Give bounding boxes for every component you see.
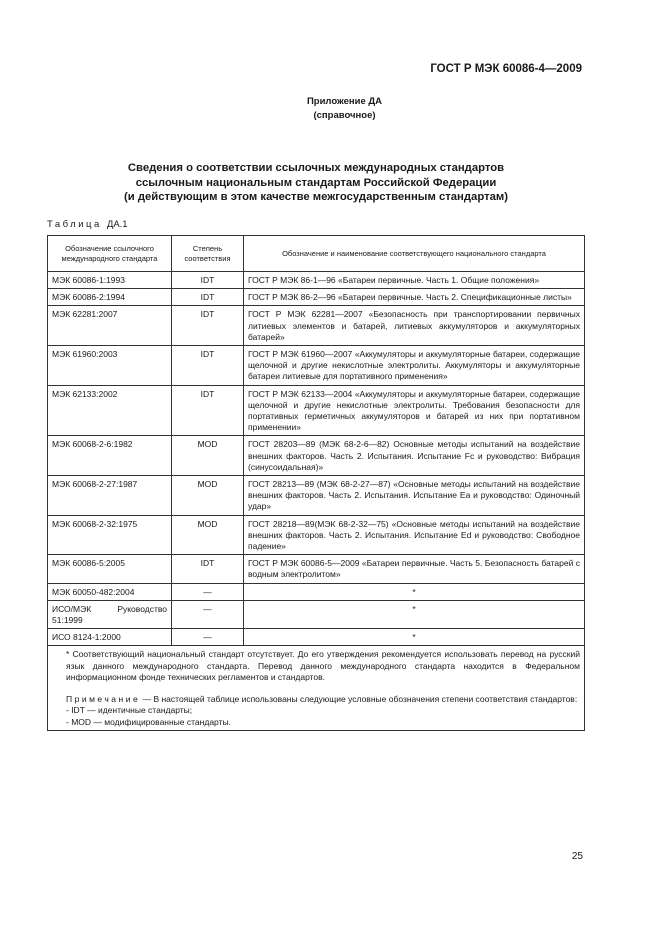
national-standard-cell: ГОСТ Р МЭК 86-2—96 «Батареи первичные. Часть 2. Спецификационные листы»	[244, 289, 585, 306]
intl-standard-cell: ИСО 8124-1:2000	[48, 629, 172, 646]
degree-cell: IDT	[172, 289, 244, 306]
national-standard-cell: *	[244, 600, 585, 628]
note	[52, 694, 580, 706]
document-number: ГОСТ Р МЭК 60086-4—2009	[430, 63, 582, 75]
note-label: Примечание	[66, 693, 141, 704]
section-title	[96, 161, 536, 205]
national-standard-cell: *	[244, 583, 585, 600]
table-footnote-row	[48, 646, 585, 731]
column-header-national: Обозначение и наименование соответствующего национального стандарта	[244, 236, 585, 272]
table-row	[48, 385, 585, 436]
degree-cell: MOD	[172, 476, 244, 516]
degree-cell: IDT	[172, 346, 244, 386]
intl-standard-cell: МЭК 62133:2002	[48, 385, 172, 436]
intl-standard-cell: МЭК 61960:2003	[48, 346, 172, 386]
table-label	[47, 219, 128, 230]
note-item: - IDT — идентичные стандарты;	[66, 705, 193, 716]
national-standard-cell: ГОСТ Р МЭК 86-1—96 «Батареи первичные. Часть 1. Общие положения»	[244, 272, 585, 289]
degree-cell: IDT	[172, 306, 244, 346]
table-header-row	[48, 236, 585, 272]
table-row	[48, 555, 585, 583]
national-standard-cell: ГОСТ Р МЭК 62133—2004 «Аккумуляторы и аккумуляторные батареи, содержащие щелочной и другие некислотные электролиты. Требования безопасности для портативных герметичных аккумуляторов и батарей из них при портативном применении»	[244, 385, 585, 436]
intl-standard-cell: МЭК 60086-5:2005	[48, 555, 172, 583]
note-item: - MOD — модифицированные стандарты.	[66, 716, 231, 727]
table-row	[48, 289, 585, 306]
table-row	[48, 515, 585, 555]
note-text: — В настоящей таблице использованы следующие условные обозначения степени соответствия стандартов:	[142, 693, 578, 704]
table-row	[48, 583, 585, 600]
table-row	[48, 600, 585, 628]
table-label-number: ДА.1	[106, 219, 128, 230]
appendix-heading	[0, 95, 661, 123]
intl-standard-cell: МЭК 60068-2-27:1987	[48, 476, 172, 516]
degree-cell: IDT	[172, 385, 244, 436]
national-standard-cell: ГОСТ 28203—89 (МЭК 68-2-6—82) Основные методы испытаний на воздействие внешних факторов. Часть 2. Испытания. Испытание Fc и руководство: Вибрация (синусоидальная)»	[244, 436, 585, 476]
intl-standard-cell: МЭК 60086-2:1994	[48, 289, 172, 306]
table-label-word: Таблица	[47, 219, 102, 230]
degree-cell: —	[172, 629, 244, 646]
intl-standard-cell: МЭК 60086-1:1993	[48, 272, 172, 289]
table-row	[48, 272, 585, 289]
degree-cell: IDT	[172, 555, 244, 583]
degree-cell: —	[172, 583, 244, 600]
title-line: ссылочным национальным стандартам Российской Федерации	[135, 176, 497, 189]
national-standard-cell: ГОСТ 28213—89 (МЭК 68-2-27—87) «Основные методы испытаний на воздействие внешних факторов. Часть 2. Испытания. Испытание Еа и руководство: Одиночный удар»	[244, 476, 585, 516]
table-row	[48, 629, 585, 646]
column-header-degree: Степень соответствия	[172, 236, 244, 272]
footnote-text: * Соответствующий национальный стандарт отсутствует. До его утверждения рекомендуется использовать перевод на русский язык данного международного стандарта. Перевод данного международного стандарта находится в Федеральном информационном фонде технических регламентов и стандартов.	[66, 649, 580, 683]
table-row	[48, 436, 585, 476]
degree-cell: MOD	[172, 436, 244, 476]
page-number: 25	[571, 851, 583, 862]
title-line: Сведения о соответствии ссылочных международных стандартов	[127, 162, 505, 174]
degree-cell: MOD	[172, 515, 244, 555]
degree-cell: IDT	[172, 272, 244, 289]
appendix-subtitle: (справочное)	[313, 110, 376, 121]
intl-standard-cell: МЭК 60068-2-6:1982	[48, 436, 172, 476]
national-standard-cell: ГОСТ Р МЭК 60086-5—2009 «Батареи первичные. Часть 5. Безопасность батарей с водным электролитом»	[244, 555, 585, 583]
table-row	[48, 476, 585, 516]
table-row	[48, 306, 585, 346]
table-row	[48, 346, 585, 386]
intl-standard-cell: МЭК 60050-482:2004	[48, 583, 172, 600]
footnote-cell	[48, 646, 585, 731]
intl-standard-cell: МЭК 60068-2-32:1975	[48, 515, 172, 555]
national-standard-cell: ГОСТ 28218—89(МЭК 68-2-32—75) «Основные методы испытаний на воздействие внешних факторов. Часть 2. Испытания. Испытание Ed и руководство: Свободное падение»	[244, 515, 585, 555]
intl-standard-cell: ИСО/МЭК Руководство 51:1999	[48, 600, 172, 628]
intl-standard-cell: МЭК 62281:2007	[48, 306, 172, 346]
national-standard-cell: ГОСТ Р МЭК 62281—2007 «Безопасность при транспортировании первичных литиевых элементов и батарей, литиевых аккумуляторов и аккумуляторных батарей»	[244, 306, 585, 346]
title-line: (и действующим в этом качестве межгосударственным стандартам)	[124, 191, 508, 203]
degree-cell: —	[172, 600, 244, 628]
national-standard-cell: ГОСТ Р МЭК 61960—2007 «Аккумуляторы и аккумуляторные батареи, содержащие щелочной и другие некислотные электролиты. Аккумуляторы и аккумуляторные батареи литиевые для портативного применения»	[244, 346, 585, 386]
column-header-intl: Обозначение ссылочного международного стандарта	[48, 236, 172, 272]
appendix-title: Приложение ДА	[306, 96, 383, 107]
correspondence-table	[47, 235, 585, 731]
national-standard-cell: *	[244, 629, 585, 646]
